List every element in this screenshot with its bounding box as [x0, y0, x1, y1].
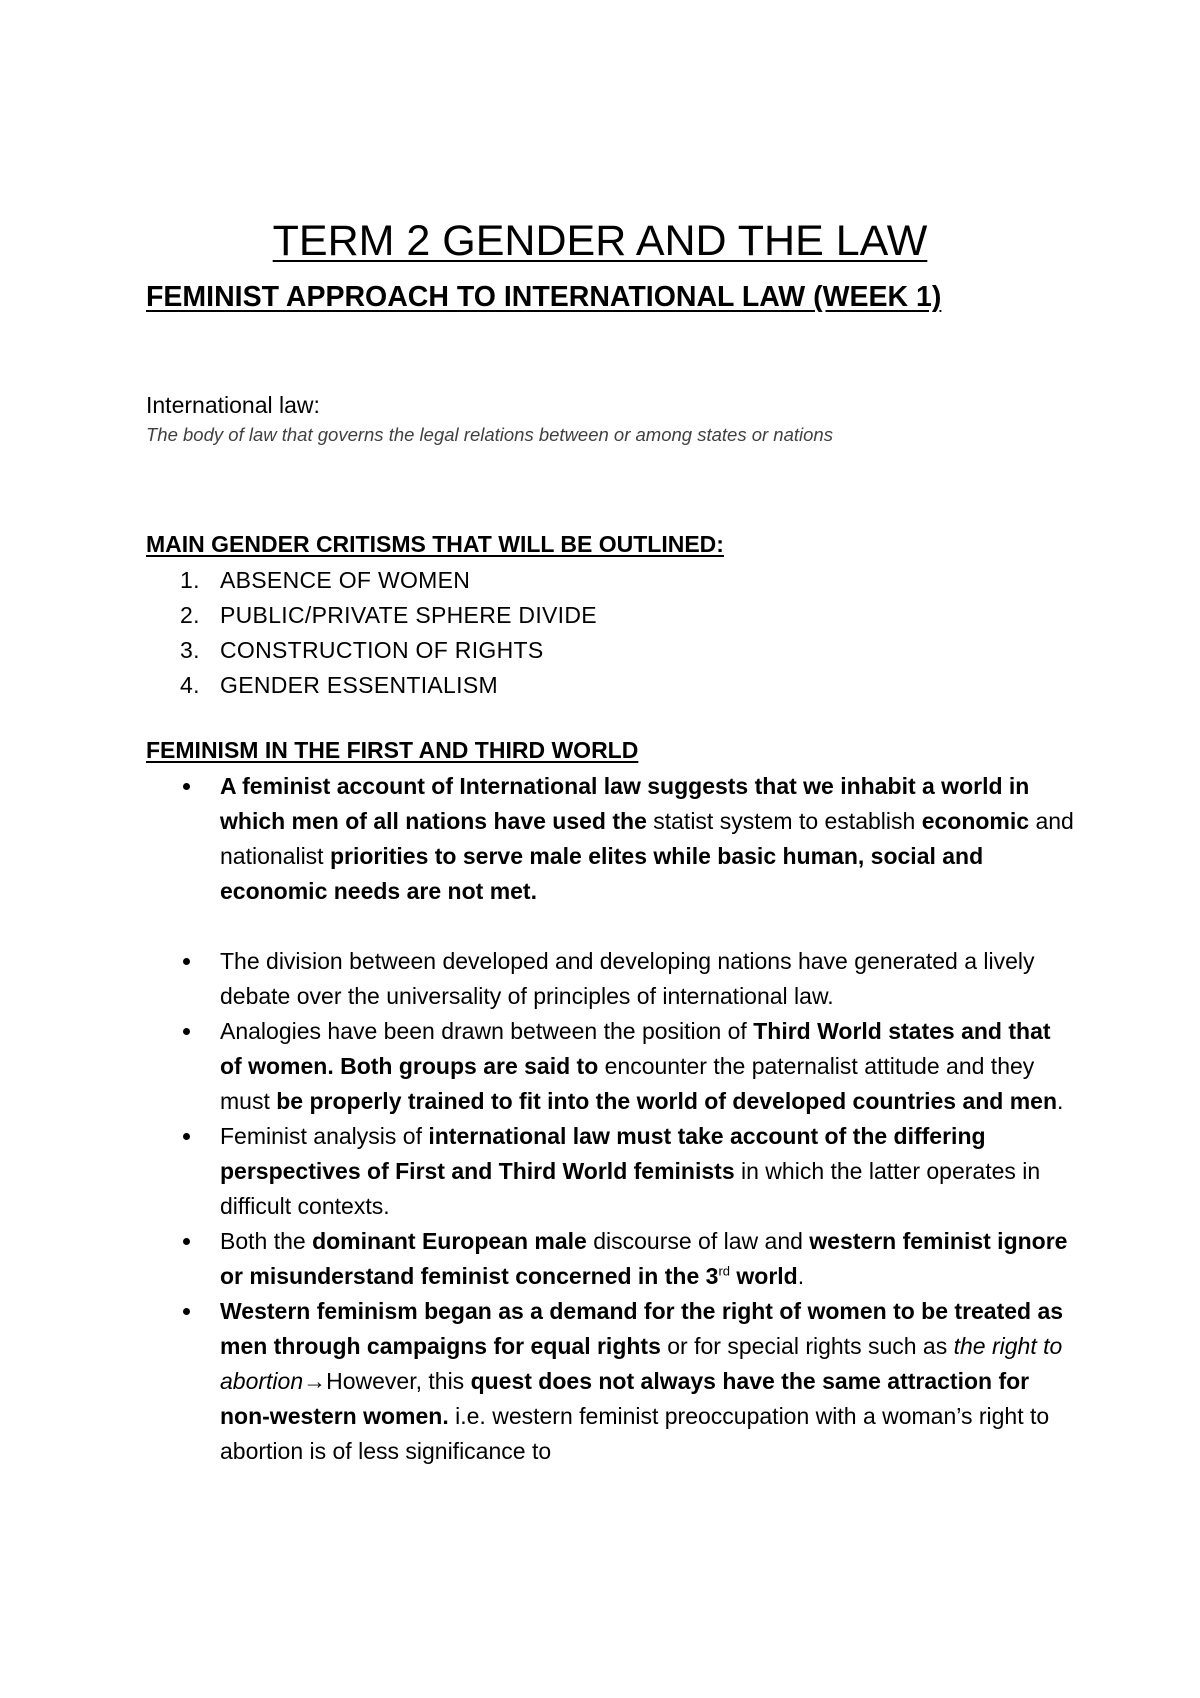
- bullet-text: .: [1057, 1088, 1064, 1114]
- bullet-text: or for special rights such as: [660, 1333, 954, 1359]
- bullet-text: However, this: [326, 1368, 471, 1394]
- bullet-text-bold: international law must take account of the differing perspectives of First and Third World feminists: [220, 1123, 986, 1184]
- criticisms-heading: MAIN GENDER CRITISMS THAT WILL BE OUTLINED:: [146, 531, 724, 557]
- bullet-text: discourse of law and: [586, 1228, 810, 1254]
- list-item: [146, 598, 597, 633]
- list-number: 3.: [180, 637, 200, 663]
- document-title: TERM 2 GENDER AND THE LAW: [272, 217, 928, 265]
- bullet-text: The division between developed and developing nations have generated a lively debate over the universality of principles of international law.: [220, 948, 1035, 1009]
- list-number: 4.: [180, 672, 200, 698]
- bullet-item: [146, 944, 1076, 1014]
- bullet-text: i.e. western feminist preoccupation with a woman’s right to abortion is of less significance to: [220, 1403, 1050, 1464]
- bullet-item: [146, 1014, 1076, 1119]
- list-item: [146, 563, 597, 598]
- list-item-text: CONSTRUCTION OF RIGHTS: [220, 637, 544, 663]
- list-item: [146, 668, 597, 703]
- bullet-text: .: [797, 1263, 805, 1289]
- bullet-text: and nationalist: [220, 808, 1074, 869]
- list-number: 2.: [180, 602, 200, 628]
- arrow-icon: →: [303, 1368, 327, 1394]
- list-number: 1.: [180, 567, 200, 593]
- bullet-dot: [183, 1133, 190, 1140]
- list-item-text: ABSENCE OF WOMEN: [220, 567, 471, 593]
- bullet-dot: [183, 1308, 190, 1315]
- bullet-text-bold: Third World states and that of women. Both groups are said to: [220, 1018, 1051, 1079]
- feminism-heading: FEMINISM IN THE FIRST AND THIRD WORLD: [146, 737, 639, 763]
- bullet-text-bold: priorities to serve male elites while basic human, social and economic needs are not met.: [220, 843, 984, 904]
- bullet-text-bold: western feminist ignore or misunderstand feminist concerned in the 3: [220, 1228, 1068, 1289]
- list-item-text: GENDER ESSENTIALISM: [220, 672, 498, 698]
- criticisms-list: [146, 563, 597, 703]
- bullet-text: in which the latter operates in difficult contexts.: [220, 1158, 1041, 1219]
- bullet-text-bold: quest does not always have the same attraction for non-western women.: [220, 1368, 1030, 1429]
- bullet-text: encounter the paternalist attitude and they must: [220, 1053, 1035, 1114]
- bullet-item: [146, 1294, 1076, 1469]
- bullet-dot: [183, 1238, 190, 1245]
- definition-label: International law:: [146, 392, 320, 418]
- bullet-text: Analogies have been drawn between the position of: [220, 1018, 754, 1044]
- bullet-dot: [183, 783, 190, 790]
- bullet-text: Both the: [220, 1228, 313, 1254]
- list-item: [146, 633, 597, 668]
- list-item-text: PUBLIC/PRIVATE SPHERE DIVIDE: [220, 602, 597, 628]
- bullet-text: statist system to establish: [646, 808, 922, 834]
- bullet-text-bold: Western feminism began as a demand for the right of women to be treated as men through campaigns for equal rights: [220, 1298, 1064, 1359]
- bullet-text-bold: A feminist account of International law suggests that we inhabit a world in which men of all nations have used the: [220, 773, 1030, 834]
- bullet-text-bold: economic: [921, 808, 1030, 834]
- bullet-item: [146, 769, 1076, 909]
- bullet-item: [146, 1119, 1076, 1224]
- bullet-text-italic: the right to abortion: [220, 1333, 1063, 1394]
- feminism-bullets: [146, 769, 1076, 1469]
- document-subtitle: FEMINIST APPROACH TO INTERNATIONAL LAW (WEEK 1): [146, 281, 942, 313]
- bullet-text-bold: world: [730, 1263, 798, 1289]
- bullet-dot: [183, 1028, 190, 1035]
- bullet-text-bold: be properly trained to fit into the world of developed countries and men: [276, 1088, 1058, 1114]
- bullet-item: [146, 1224, 1076, 1294]
- bullet-text: Feminist analysis of: [220, 1123, 429, 1149]
- bullet-text-bold: dominant European male: [312, 1228, 587, 1254]
- definition-text: The body of law that governs the legal relations between or among states or nations: [146, 424, 833, 445]
- superscript: rd: [718, 1263, 730, 1279]
- bullet-dot: [183, 958, 190, 965]
